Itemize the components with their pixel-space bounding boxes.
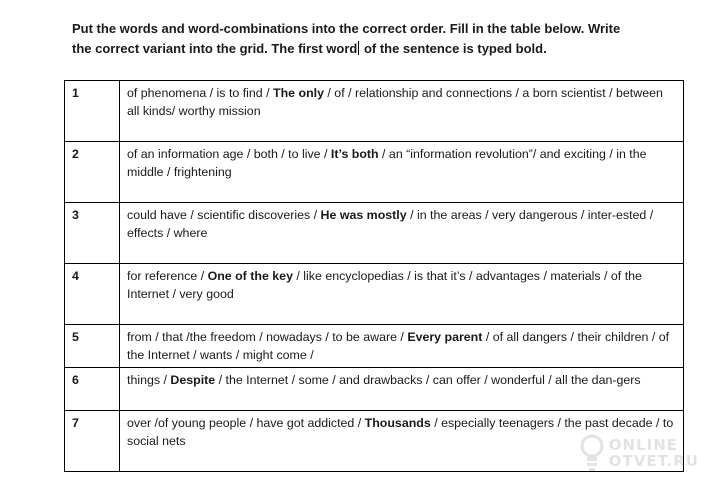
watermark-line-1: ONLINE	[608, 436, 679, 454]
sentence-text: / of all dangers / their children / of the Internet / wants / might come /	[127, 330, 670, 362]
sentence-text: / an “information revolution”/ and exciting / in the middle / frightening	[127, 147, 647, 179]
instructions-line-1: Put the words and word-combinations into the correct order. Fill in the table below. Write	[72, 21, 621, 36]
table-row	[65, 142, 684, 203]
instructions-line-2-start: the correct variant into the grid. The first word	[72, 41, 358, 56]
watermark-line-2: OTVET.RU	[608, 452, 699, 470]
sentence-text: of an information age / both / to live /	[127, 147, 331, 161]
sentence-text: things /	[127, 373, 171, 387]
sentence-cell[interactable]	[120, 142, 684, 203]
table-row	[65, 368, 684, 411]
row-number: 5	[65, 325, 120, 368]
sentence-text: / the Internet / some / and drawbacks / can offer / wonderful / all the dan-gers	[215, 373, 641, 387]
lightbulb-icon	[579, 433, 605, 473]
table-row	[65, 81, 684, 142]
first-word-bold: The only	[273, 86, 324, 100]
sentence-text: / especially teenagers / the past decade / to social nets	[127, 416, 674, 448]
row-number: 3	[65, 203, 120, 264]
row-number: 2	[65, 142, 120, 203]
table-row	[65, 264, 684, 325]
row-number: 6	[65, 368, 120, 411]
task-instructions	[72, 19, 692, 59]
sentence-text: / in the areas / very dangerous / inter-ested / effects / where	[127, 208, 654, 240]
first-word-bold: Thousands	[364, 416, 431, 430]
sentence-text: from / that /the freedom / nowadays / to be aware /	[127, 330, 408, 344]
sentence-text: could have / scientific discoveries /	[127, 208, 321, 222]
sentence-text: for reference /	[127, 269, 208, 283]
sentence-text: / like encyclopedias / is that it’s / advantages / materials / of the Internet / very good	[127, 269, 642, 301]
row-number: 4	[65, 264, 120, 325]
sentence-text: of phenomena / is to find /	[127, 86, 274, 100]
first-word-bold: It’s both	[330, 147, 379, 161]
first-word-bold: Every parent	[407, 330, 483, 344]
sentence-cell[interactable]	[120, 264, 684, 325]
sentence-text: over /of young people / have got addicted /	[127, 416, 365, 430]
sentence-cell[interactable]	[120, 368, 684, 411]
first-word-bold: One of the key	[207, 269, 293, 283]
site-watermark	[579, 433, 699, 473]
row-number: 7	[65, 411, 120, 472]
sentence-cell[interactable]	[120, 203, 684, 264]
instructions-line-2-end: of the sentence is typed bold.	[360, 41, 547, 56]
sentence-text: / of / relationship and connections / a born scientist / between all kinds/ worthy mission	[127, 86, 663, 118]
first-word-bold: Despite	[170, 373, 216, 387]
watermark-text	[609, 437, 699, 469]
first-word-bold: He was mostly	[320, 208, 407, 222]
sentence-cell[interactable]	[120, 81, 684, 142]
row-number: 1	[65, 81, 120, 142]
table-row	[65, 203, 684, 264]
sentence-cell[interactable]	[120, 325, 684, 368]
table-row	[65, 325, 684, 368]
sentence-table	[64, 80, 684, 472]
